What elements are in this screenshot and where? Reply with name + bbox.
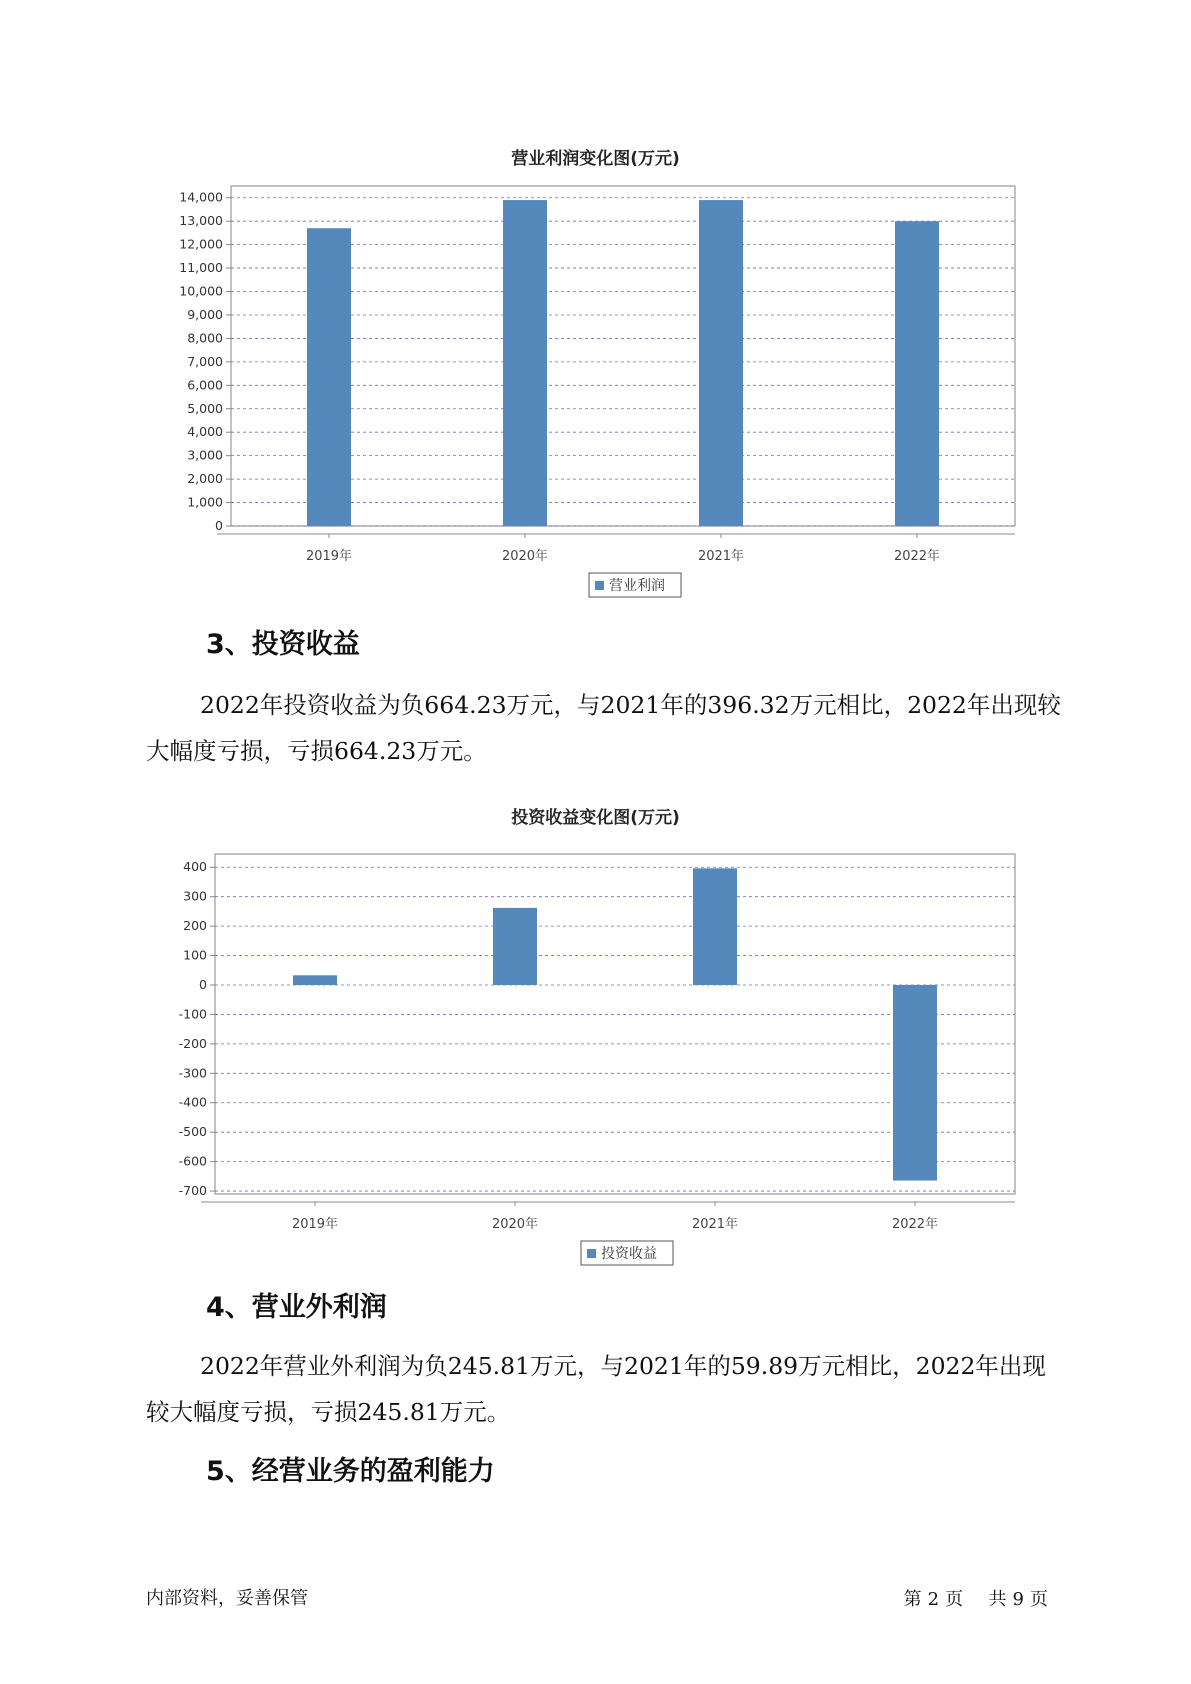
bar-2021年 xyxy=(693,868,737,985)
total-unit: 页 xyxy=(1030,1589,1048,1610)
x-tick-label: 2021年 xyxy=(691,1217,739,1232)
section-4-heading: 4、营业外利润 xyxy=(206,1292,387,1323)
total-prefix: 共 xyxy=(988,1589,1007,1610)
footer-page-indicator xyxy=(901,1585,1051,1611)
y-tick-label: 3,000 xyxy=(187,447,223,463)
legend xyxy=(581,1241,673,1265)
x-tick-label: 2021年 xyxy=(697,549,745,564)
x-tick-label: 2019年 xyxy=(291,1217,339,1232)
x-tick-label: 2020年 xyxy=(491,1217,539,1232)
bar-2022年 xyxy=(895,221,939,526)
chart-title-investment-income: 投资收益变化图(万元) xyxy=(511,808,680,828)
y-tick-label: 12,000 xyxy=(179,236,223,252)
y-tick-label: 0 xyxy=(199,976,207,992)
y-tick-label: 400 xyxy=(183,859,207,875)
y-tick-label: -700 xyxy=(178,1183,207,1199)
bar-2020年 xyxy=(503,200,547,526)
x-tick-label: 2020年 xyxy=(501,549,549,564)
total-pages: 9 xyxy=(1012,1589,1024,1610)
y-tick-label: 6,000 xyxy=(187,377,223,393)
page-number: 2 xyxy=(927,1589,940,1610)
y-tick-label: 14,000 xyxy=(179,189,223,205)
y-tick-label: 1,000 xyxy=(187,494,223,510)
investment-income-chart xyxy=(0,830,1191,1262)
legend-label: 投资收益 xyxy=(601,1246,657,1262)
section-3-paragraph: 2022年投资收益为负664.23万元，与2021年的396.32万元相比，2022年出现较大幅度亏损，亏损664.23万元。 xyxy=(146,691,1061,765)
page-prefix: 第 xyxy=(903,1589,922,1610)
y-tick-label: -600 xyxy=(178,1153,207,1169)
bar-2020年 xyxy=(493,908,537,985)
y-tick-label: -100 xyxy=(178,1006,207,1022)
section-4-paragraph: 2022年营业外利润为负245.81万元，与2021年的59.89万元相比，2022年出现较大幅度亏损，亏损245.81万元。 xyxy=(146,1352,1046,1426)
y-tick-label: 9,000 xyxy=(187,306,223,322)
y-tick-label: 2,000 xyxy=(187,471,223,487)
y-tick-label: 300 xyxy=(183,888,207,904)
x-tick-label: 2022年 xyxy=(891,1217,939,1232)
footer-confidential-note: 内部资料，妥善保管 xyxy=(146,1588,308,1609)
y-tick-label: 4,000 xyxy=(187,424,223,440)
y-tick-label: -200 xyxy=(178,1035,207,1051)
bar-2021年 xyxy=(699,200,743,526)
operating-profit-chart xyxy=(0,170,1191,594)
legend-swatch xyxy=(587,1249,596,1258)
y-tick-label: -400 xyxy=(178,1094,207,1110)
y-tick-label: 5,000 xyxy=(187,400,223,416)
page-unit: 页 xyxy=(945,1589,964,1610)
legend-swatch xyxy=(595,581,604,590)
y-tick-label: 7,000 xyxy=(187,353,223,369)
y-tick-label: 10,000 xyxy=(179,283,223,299)
x-tick-label: 2019年 xyxy=(305,549,353,564)
chart-title-operating-profit: 营业利润变化图(万元) xyxy=(511,149,680,169)
y-tick-label: -300 xyxy=(178,1065,207,1081)
legend-label: 营业利润 xyxy=(609,578,665,594)
y-tick-label: 13,000 xyxy=(179,213,223,229)
y-tick-label: 0 xyxy=(215,518,223,533)
y-tick-label: 11,000 xyxy=(179,260,223,276)
y-tick-label: 100 xyxy=(183,947,207,963)
x-tick-label: 2022年 xyxy=(893,549,941,564)
section-3-heading: 3、投资收益 xyxy=(206,629,360,660)
y-tick-label: -500 xyxy=(178,1124,207,1140)
legend xyxy=(589,573,681,597)
y-tick-label: 8,000 xyxy=(187,330,223,346)
bar-2019年 xyxy=(293,975,337,985)
bar-2022年 xyxy=(893,985,937,1181)
bar-2019年 xyxy=(307,228,351,526)
y-tick-label: 200 xyxy=(183,918,207,934)
section-5-heading: 5、经营业务的盈利能力 xyxy=(206,1456,495,1487)
